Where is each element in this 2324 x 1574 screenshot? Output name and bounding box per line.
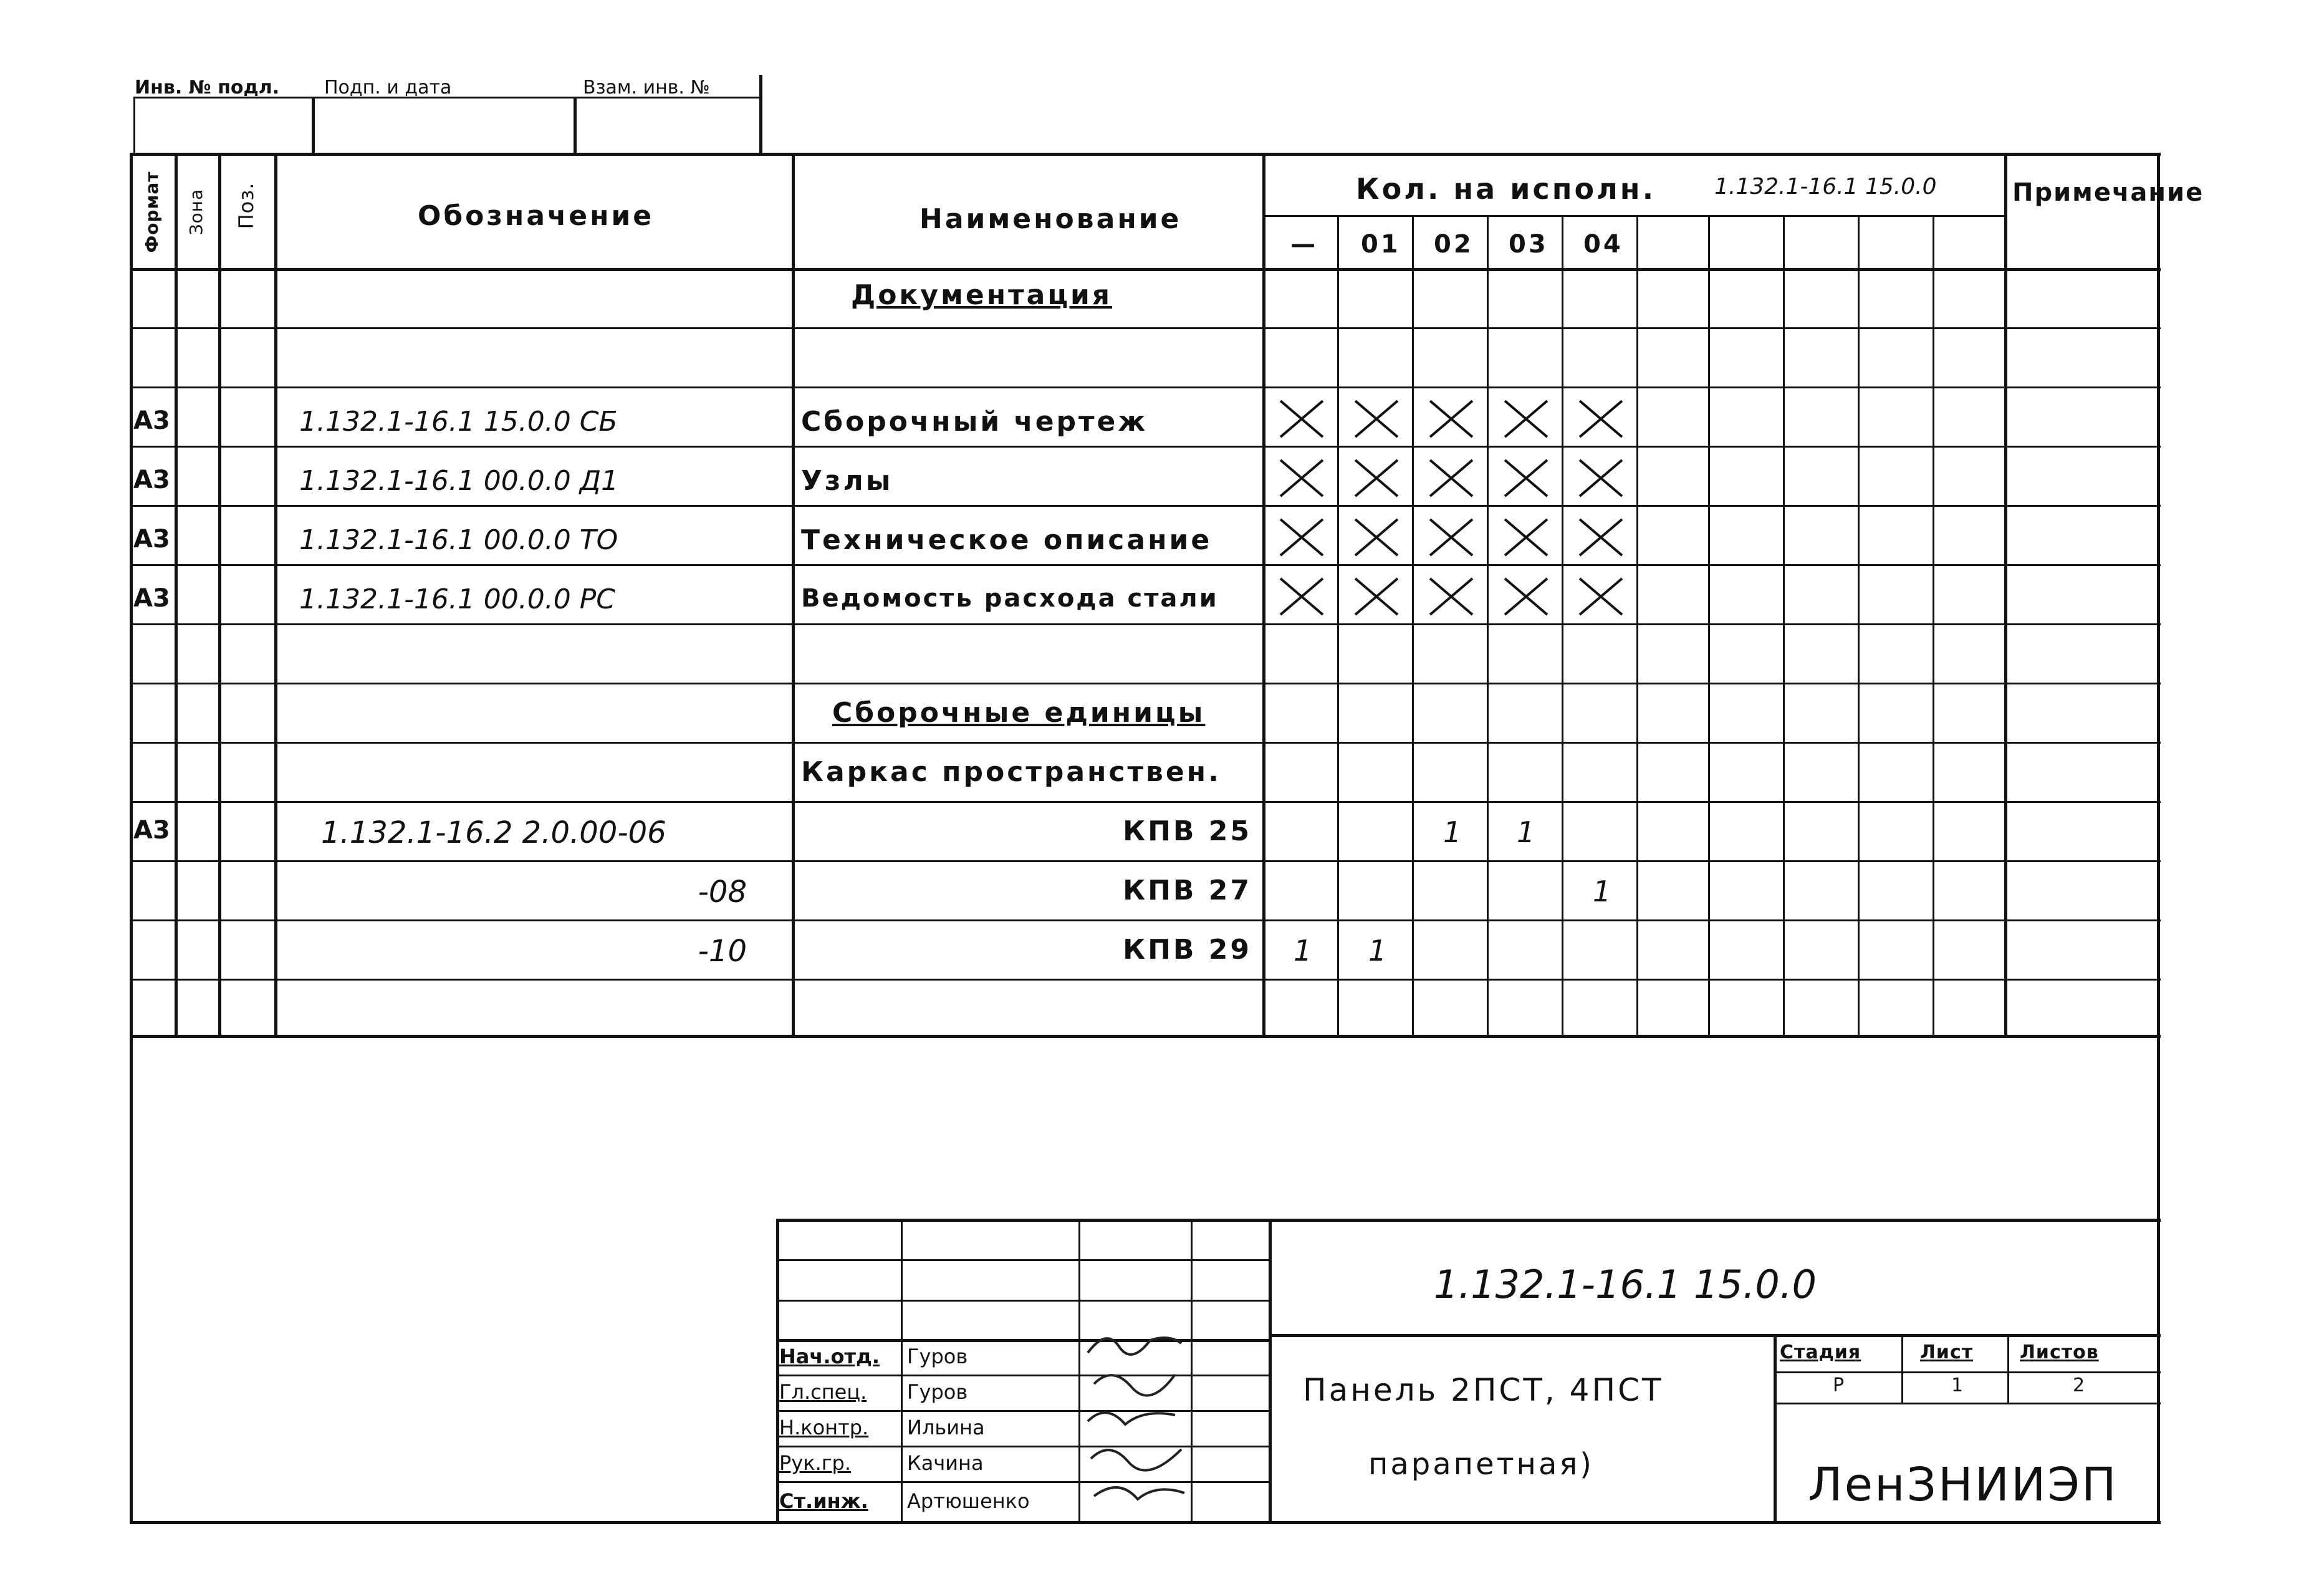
doc-number: 1.132.1-16.1 15.0.0 (1434, 1262, 1817, 1307)
header-pos: Поз. (234, 182, 258, 229)
header-name: Наименование (920, 203, 1182, 235)
header-designation: Обозначение (418, 200, 655, 232)
variant-header: 02 (1434, 230, 1474, 259)
row-name: КПВ 25 (1123, 815, 1252, 847)
stamp-replace-label: Взам. инв. № (583, 77, 710, 98)
x-mark (1576, 456, 1626, 500)
row-format: А3 (133, 525, 170, 554)
person-name: Гуров (907, 1345, 968, 1368)
stage-value: Р (1833, 1375, 1845, 1396)
header-note: Примечание (2012, 178, 2204, 207)
x-mark (1426, 575, 1476, 618)
x-mark (1576, 397, 1626, 441)
x-mark (1352, 516, 1401, 559)
organization: ЛенЗНИИЭП (1808, 1458, 2118, 1512)
row-designation: 1.132.1-16.2 2.0.00-06 (321, 815, 666, 850)
x-mark (1576, 575, 1626, 618)
section-assembly-units: Сборочные единицы (832, 697, 1206, 729)
header-qty-title: Кол. на исполн. (1356, 172, 1656, 206)
x-mark (1576, 516, 1626, 559)
person-name: Гуров (907, 1380, 968, 1404)
row-qty: 1 (1368, 934, 1387, 967)
person-role: Нач.отд. (779, 1345, 880, 1368)
sheet-value: 1 (1951, 1375, 1964, 1396)
row-name: КПВ 29 (1123, 934, 1252, 966)
stamp-sign-label: Подп. и дата (324, 77, 452, 98)
x-mark (1426, 456, 1476, 500)
x-mark (1501, 516, 1551, 559)
variant-header: 01 (1361, 230, 1401, 259)
title-line1: Панель 2ПСТ, 4ПСТ (1303, 1372, 1664, 1408)
signature-image (1082, 1315, 1194, 1521)
row-designation: -10 (698, 934, 747, 969)
x-mark (1277, 575, 1327, 618)
person-role: Ст.инж. (779, 1489, 868, 1513)
person-name: Ильина (907, 1416, 985, 1439)
header-zone: Зона (186, 188, 206, 236)
row-qty: 1 (1294, 934, 1312, 967)
row-name: Узлы (801, 465, 893, 497)
person-name: Артюшенко (907, 1489, 1030, 1513)
row-qty: 1 (1593, 875, 1611, 908)
x-mark (1277, 516, 1327, 559)
x-mark (1352, 397, 1401, 441)
row-name: Техническое описание (801, 524, 1212, 556)
person-role: Рук.гр. (779, 1451, 852, 1475)
row-qty: 1 (1517, 815, 1535, 849)
stage-label: Стадия (1780, 1341, 1861, 1363)
row-name: Ведомость расхода стали (801, 584, 1219, 613)
title-line2: парапетная) (1368, 1447, 1594, 1482)
sheets-label: Листов (2020, 1341, 2099, 1363)
x-mark (1352, 575, 1401, 618)
person-role: Гл.спец. (779, 1380, 867, 1404)
row-format: А3 (133, 584, 170, 613)
x-mark (1426, 397, 1476, 441)
stamp-inv-label: Инв. № подл. (135, 77, 280, 98)
x-mark (1501, 397, 1551, 441)
variant-header: — (1290, 230, 1318, 259)
row-qty: 1 (1443, 815, 1462, 849)
row-designation: 1.132.1-16.1 00.0.0 РС (299, 583, 615, 615)
sheets-value: 2 (2073, 1375, 2085, 1396)
row-designation: -08 (698, 875, 747, 909)
row-name: КПВ 27 (1123, 875, 1252, 906)
person-role: Н.контр. (779, 1416, 869, 1439)
row-designation: 1.132.1-16.1 00.0.0 Д1 (299, 465, 619, 497)
x-mark (1426, 516, 1476, 559)
variant-header: 04 (1583, 230, 1623, 259)
person-name: Качина (907, 1451, 984, 1475)
section-documentation: Документация (851, 279, 1113, 311)
row-name: Каркас пространствен. (801, 756, 1221, 788)
row-format: А3 (133, 406, 170, 435)
variant-header: 03 (1509, 230, 1549, 259)
row-designation: 1.132.1-16.1 00.0.0 ТО (299, 524, 618, 556)
sheet-label: Лист (1920, 1341, 1974, 1363)
row-format: А3 (133, 816, 170, 845)
x-mark (1277, 456, 1327, 500)
x-mark (1501, 575, 1551, 618)
x-mark (1352, 456, 1401, 500)
row-format: А3 (133, 466, 170, 494)
header-format: Формат (142, 171, 162, 253)
row-designation: 1.132.1-16.1 15.0.0 СБ (299, 406, 618, 438)
header-qty-ref: 1.132.1-16.1 15.0.0 (1714, 174, 1937, 199)
x-mark (1277, 397, 1327, 441)
x-mark (1501, 456, 1551, 500)
row-name: Сборочный чертеж (801, 406, 1148, 438)
